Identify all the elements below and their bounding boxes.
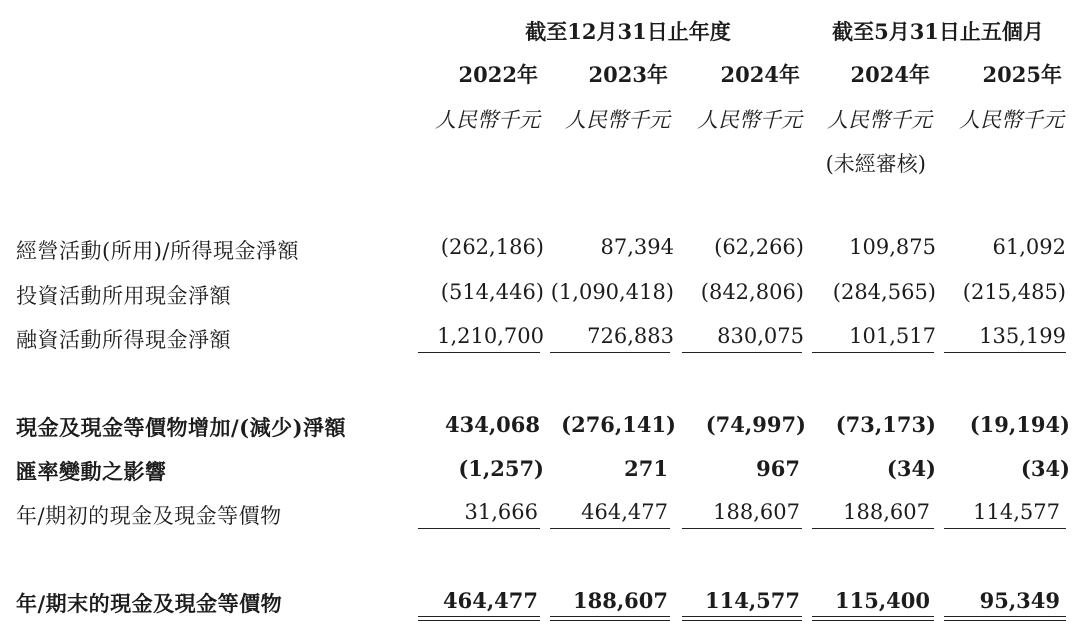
cell-r3-c5: 135,199 <box>979 324 1066 348</box>
row-label-opening-cash: 年/期初的現金及現金等價物 <box>16 504 282 528</box>
cell-r4-c2: (276,141) <box>561 412 676 437</box>
year-header-col3: 2024年 <box>720 62 800 87</box>
grand-total-double-rule-col2 <box>550 616 670 621</box>
cell-r3-c4: 101,517 <box>849 324 936 348</box>
group-header-five-months: 截至5月31日止五個月 <box>832 19 1044 44</box>
cell-r5-c5: (34) <box>1020 456 1070 481</box>
grand-total-double-rule-col4 <box>812 616 934 621</box>
cell-r6-c2: 464,477 <box>581 500 668 524</box>
cell-r2-c5: (215,485) <box>962 280 1066 304</box>
unaudited-note: (未經審核) <box>825 152 926 176</box>
cell-r4-c4: (73,173) <box>835 412 936 437</box>
cell-r2-c3: (842,806) <box>700 280 804 304</box>
row-label-financing-cash: 融資活動所得現金淨額 <box>16 328 231 352</box>
cell-r5-c4: (34) <box>886 456 936 481</box>
cell-r3-c1: 1,210,700 <box>437 324 544 348</box>
cell-r7-c5: 95,349 <box>979 588 1060 613</box>
grand-total-double-rule-col5 <box>944 616 1066 621</box>
total-rule-col3 <box>682 528 802 529</box>
cell-r3-c2: 726,883 <box>587 324 674 348</box>
cell-r6-c4: 188,607 <box>843 500 930 524</box>
cell-r2-c2: (1,090,418) <box>550 280 674 304</box>
total-rule-col4 <box>812 528 934 529</box>
year-header-col1: 2022年 <box>458 62 538 87</box>
cell-r5-c2: 271 <box>624 456 668 481</box>
unit-header-col4: 人民幣千元 <box>827 108 932 132</box>
unit-header-col1: 人民幣千元 <box>435 108 540 132</box>
subtotal-rule-col1 <box>418 352 540 353</box>
cell-r7-c2: 188,607 <box>573 588 668 613</box>
cell-r7-c3: 114,577 <box>705 588 800 613</box>
cell-r3-c3: 830,075 <box>717 324 804 348</box>
cell-r1-c4: 109,875 <box>849 235 936 259</box>
grand-total-double-rule-col3 <box>682 616 802 621</box>
row-label-closing-cash: 年/期末的現金及現金等價物 <box>16 591 283 616</box>
row-label-investing-cash: 投資活動所用現金淨額 <box>16 284 231 308</box>
cell-r2-c1: (514,446) <box>440 280 544 304</box>
grand-total-double-rule-col1 <box>418 616 540 621</box>
cell-r1-c2: 87,394 <box>600 235 674 259</box>
group-header-fiscal-year: 截至12月31日止年度 <box>525 19 731 44</box>
subtotal-rule-col3 <box>682 352 802 353</box>
subtotal-rule-col5 <box>944 352 1066 353</box>
subtotal-rule-col4 <box>812 352 934 353</box>
total-rule-col1 <box>418 528 540 529</box>
unit-header-col2: 人民幣千元 <box>565 108 670 132</box>
cell-r6-c5: 114,577 <box>973 500 1060 524</box>
total-rule-col2 <box>550 528 670 529</box>
cell-r4-c3: (74,997) <box>705 412 806 437</box>
cell-r6-c1: 31,666 <box>464 500 538 524</box>
cell-r5-c1: (1,257) <box>458 456 544 481</box>
subtotal-rule-col2 <box>550 352 670 353</box>
cell-r5-c3: 967 <box>756 456 800 481</box>
cell-r7-c4: 115,400 <box>835 588 930 613</box>
row-label-fx-effect: 匯率變動之影響 <box>16 459 167 484</box>
year-header-col5: 2025年 <box>982 62 1062 87</box>
unit-header-col5: 人民幣千元 <box>959 108 1064 132</box>
total-rule-col5 <box>944 528 1066 529</box>
unit-header-col3: 人民幣千元 <box>697 108 802 132</box>
cell-r1-c5: 61,092 <box>992 235 1066 259</box>
year-header-col2: 2023年 <box>588 62 668 87</box>
cell-r4-c1: 434,068 <box>445 412 540 437</box>
cell-r4-c5: (19,194) <box>969 412 1070 437</box>
cell-r6-c3: 188,607 <box>713 500 800 524</box>
row-label-net-change: 現金及現金等價物增加/(減少)淨額 <box>16 415 347 440</box>
cell-r1-c1: (262,186) <box>440 235 544 259</box>
cell-r7-c1: 464,477 <box>443 588 538 613</box>
cell-r1-c3: (62,266) <box>714 235 804 259</box>
year-header-col4: 2024年 <box>850 62 930 87</box>
row-label-operating-cash: 經營活動(所用)/所得現金淨額 <box>16 239 299 263</box>
cell-r2-c4: (284,565) <box>832 280 936 304</box>
